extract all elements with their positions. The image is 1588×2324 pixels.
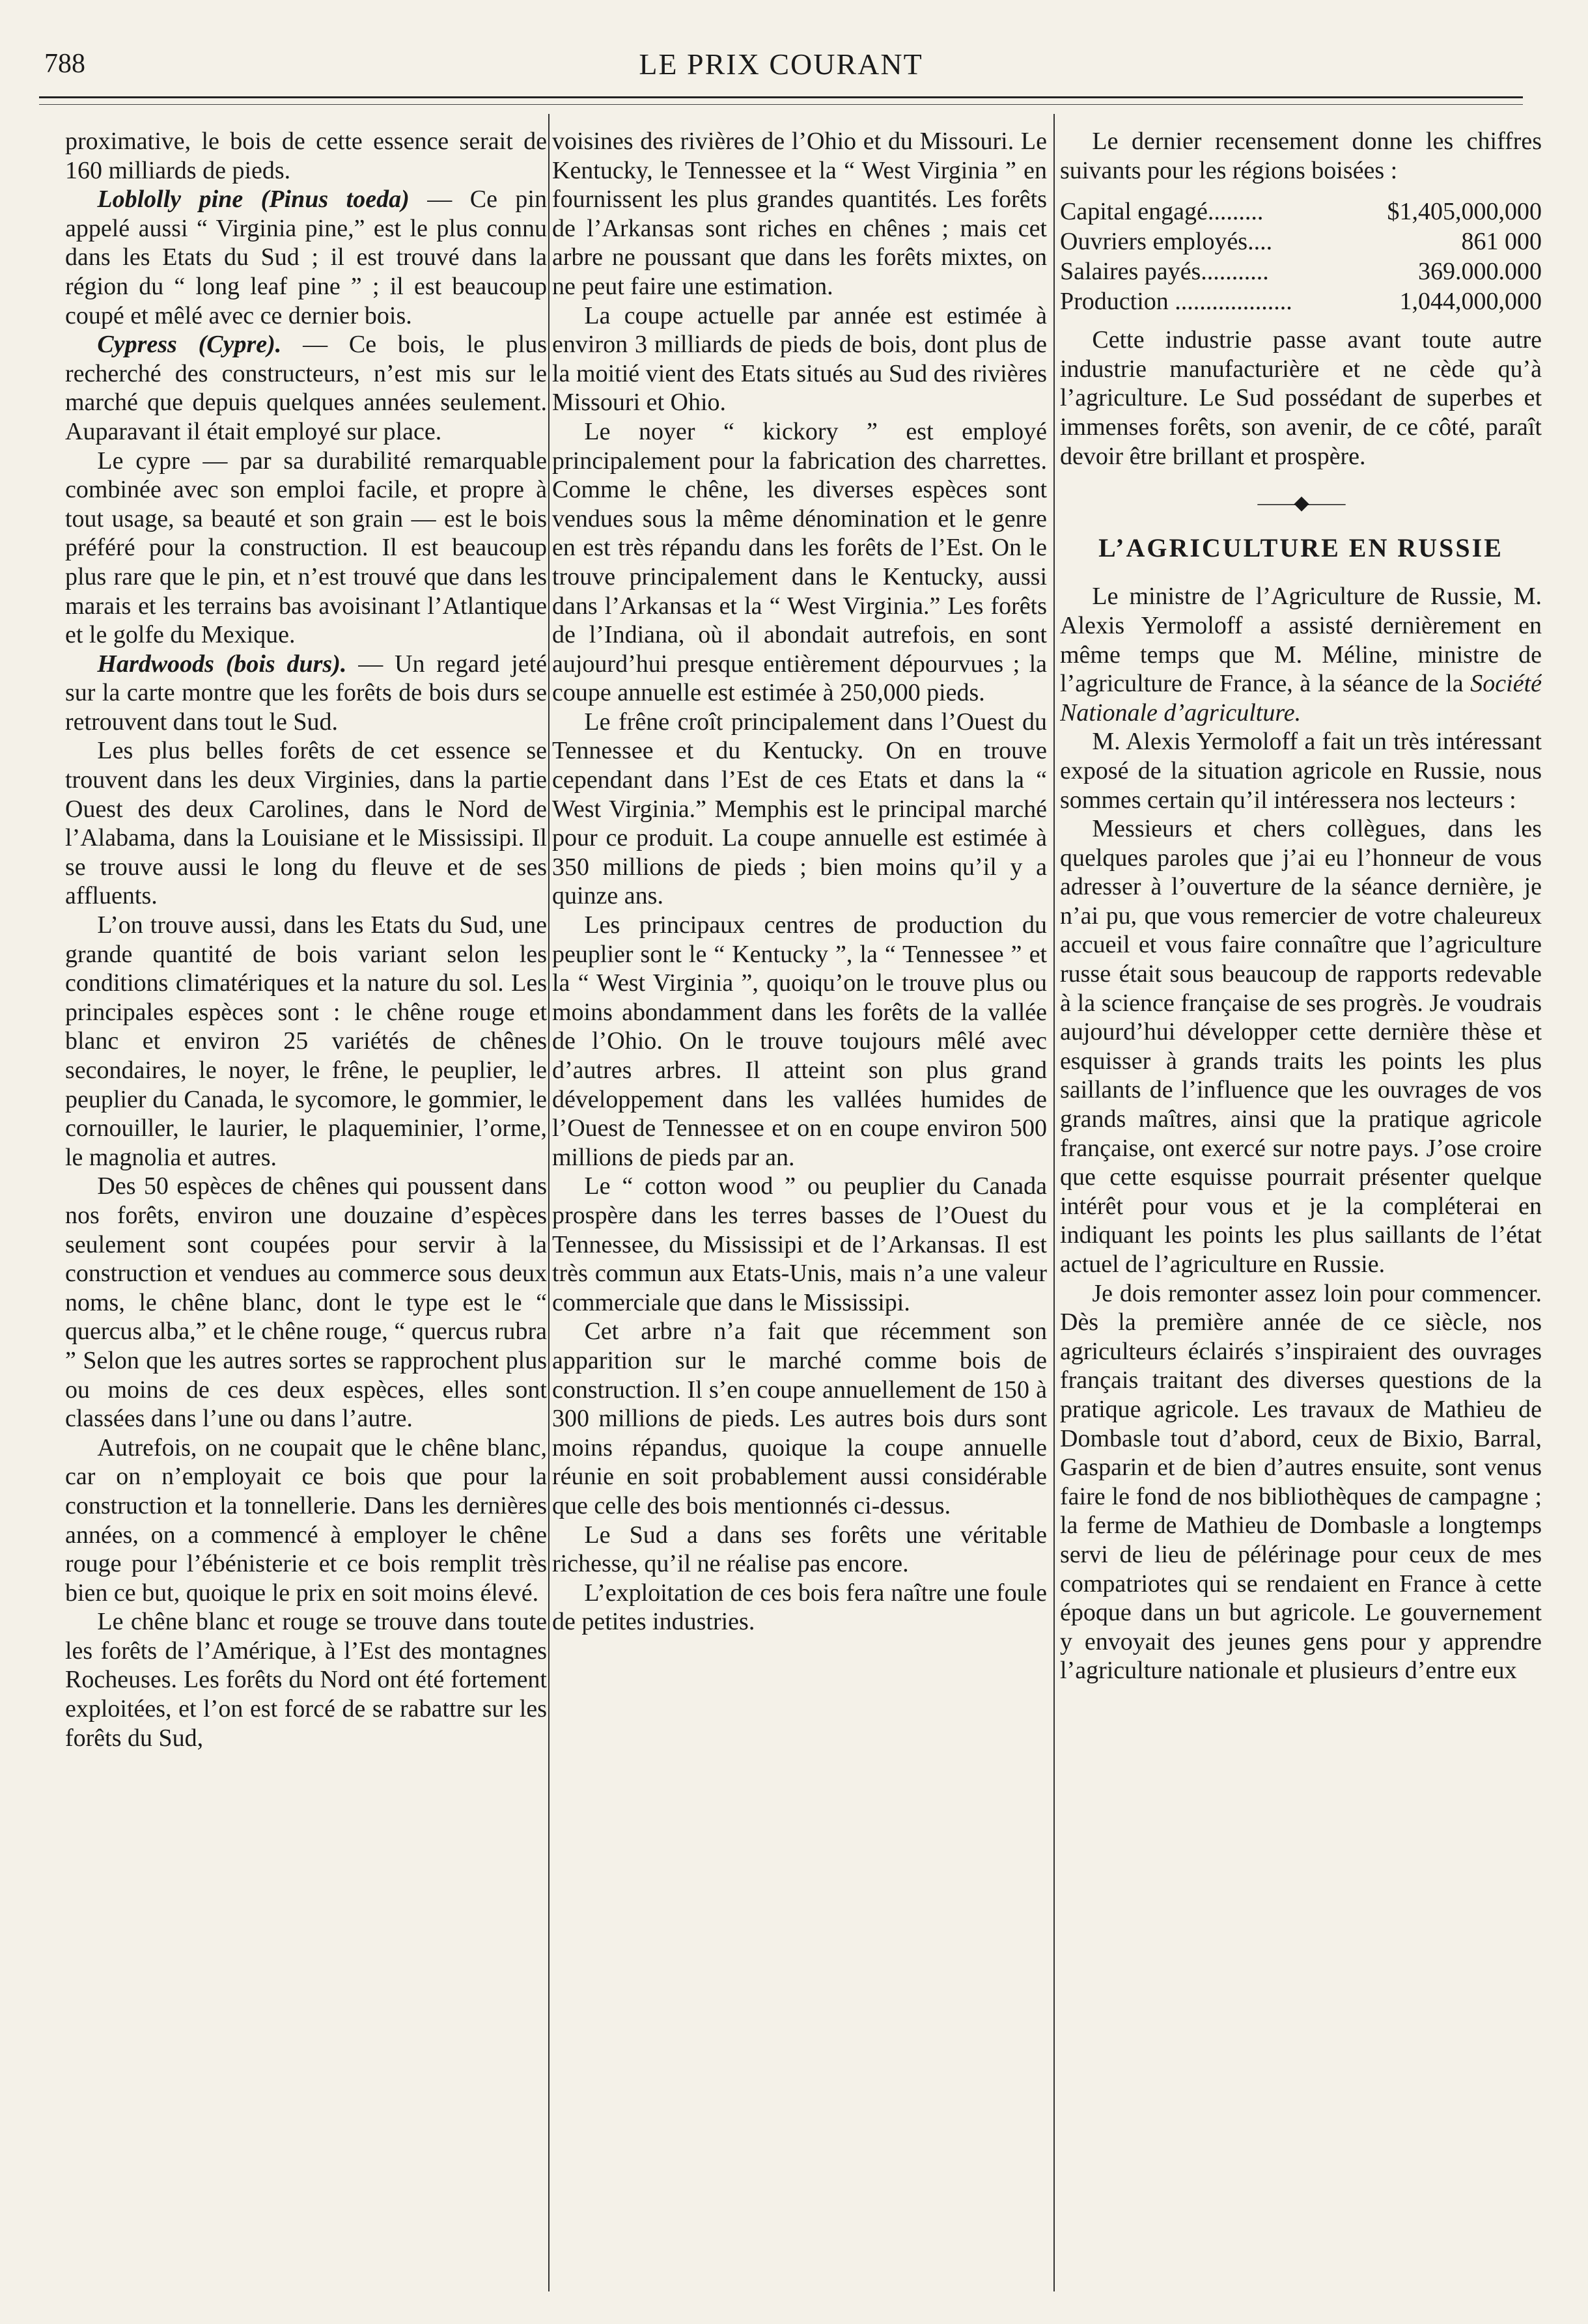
paragraph: Le cypre — par sa durabilité remarquable combinée avec son emploi facile, et propre à tout usage, sa beauté et son grain — est le bois préféré pour la construction. Il est beaucoup plus rare que le pin, et n’est trouvé que dans les marais et les terrains bas avoisinant l’Atlantique et le golfe du Mexique. — [65, 447, 547, 649]
paragraph: Le dernier recensement donne les chiffres suivants pour les régions boisées : — [1060, 128, 1542, 184]
stats-value: 1,044,000,000 — [1399, 288, 1542, 316]
paragraph: Le chêne blanc et rouge se trouve dans toute les forêts de l’Amérique, à l’Est des montagnes Rocheuses. Les forêts du Nord ont été fortement exploitées, et l’on est forcé de se rabattre sur les forêts du Sud, — [65, 1608, 547, 1752]
paragraph: Messieurs et chers collègues, dans les quelques paroles que j’ai eu l’honneur de vous adresser à l’ouverture de la séance dernière, je n’ai pu, que vous remercier de votre chaleureux accueil et vous faire connaître que l’agriculture russe était sous beaucoup de rapports redevable à la science française de ses progrès. Je voudrais aujourd’hui développer cette dernière thèse et esquisser à grands traits les points les plus saillants de l’influence que les ouvrages de vos grands maîtres, ainsi que la pratique agricole française, ont exercé sur notre pays. J’ose croire que cette esquisse pourrait présenter quelque intérêt pour vous et je la compléterai en indiquant les points les plus saillants de l’état actuel de l’agriculture en Russie. — [1060, 815, 1542, 1278]
section-divider: ——◆—— — [1257, 492, 1344, 514]
term-heading: Hardwoods (bois durs). — [97, 650, 347, 678]
paragraph: La coupe actuelle par année est estimée à environ 3 milliards de pieds de bois, dont plus de la moitié vient des Etats situés au Sud des rivières Missouri et Ohio. — [552, 301, 1047, 417]
header-rule — [39, 96, 1523, 98]
paragraph: Les principaux centres de production du peuplier sont le “ Kentucky ”, la “ Tennessee ” et la “ West Virginia ”, quoiqu’on le trouve plus ou moins abondamment dans les forêts de la vallée de l’Ohio. On le trouve toujours mêlé avec d’autres arbres. Il atteint son plus grand développement dans les vallées humides de l’Ouest de Tennessee et on en coupe environ 500 millions de pieds par an. — [552, 911, 1047, 1171]
stats-label: Salaires payés........... — [1060, 258, 1269, 286]
paragraph: Le noyer “ kickory ” est employé principalement pour la fabrication des charrettes. Comme le chêne, les diverses espèces sont vendues sous la même dénomination et le genre en est très répandu dans les forêts de l’Est. On le trouve principalement dans le Kentucky, aussi dans l’Arkansas et la “ West Virginia.” Les forêts de l’Indiana, où il abondait autrefois, en sont aujourd’hui presque entièrement dépourvues ; la coupe annuelle est estimée à 250,000 pieds. — [552, 417, 1047, 707]
stats-value: 861 000 — [1461, 228, 1542, 256]
stats-row — [1060, 256, 1542, 286]
paragraph: Autrefois, on ne coupait que le chêne blanc, car on n’employait ce bois que pour la construction et la tonnellerie. Dans les dernières années, on a commencé à employer le chêne rouge pour l’ébénisterie et ce bois remplit très bien ce but, quoique le prix en soit moins élevé. — [65, 1433, 547, 1607]
column-2 — [552, 127, 1047, 2295]
section-title: L’AGRICULTURE EN RUSSIE — [1098, 533, 1503, 562]
term-heading: Cypress (Cypre). — [97, 331, 282, 359]
paragraph-text: Le ministre de l’Agriculture de Russie, M. Alexis Yermoloff a assisté dernièrement en même temps que M. Méline, ministre de l’agriculture de France, à la séance de la — [1060, 583, 1542, 698]
paragraph — [65, 330, 547, 446]
paragraph: Le frêne croît principalement dans l’Ouest du Tennessee et du Kentucky. On en trouve cependant dans l’Est de ces Etats et dans la “ West Virginia.” Memphis est le principal marché pour ce produit. La coupe annuelle est estimée à 350 millions de pieds ; bien moins qu’il y a quinze ans. — [552, 708, 1047, 910]
paragraph: voisines des rivières de l’Ohio et du Missouri. Le Kentucky, le Tennessee et la “ West Virginia ” en fournissent les plus grandes quantités. Les forêts de l’Arkansas sont riches en chênes ; mais cet arbre ne poussant que dans les forêts mixtes, on ne peut faire une estimation. — [552, 128, 1047, 300]
paragraph — [1060, 582, 1542, 727]
society-name: Société Nationale d’agriculture. — [1060, 670, 1542, 726]
stats-label: Ouvriers employés.... — [1060, 228, 1273, 256]
paragraph — [65, 185, 547, 330]
paragraph: Cet arbre n’a fait que récemment son apparition sur le marché comme bois de construction. Il s’en coupe annuellement de 150 à 300 millions de pieds. Les autres bois durs sont moins répandus, quoique la coupe annuelle réunie en soit probablement aussi considérable que celle des bois mentionnés ci-dessus. — [552, 1318, 1047, 1519]
term-heading: Loblolly pine (Pinus toeda) — [97, 186, 410, 214]
page-number: 788 — [44, 49, 85, 79]
column-3 — [1060, 127, 1542, 2295]
census-stats-table — [1060, 197, 1542, 316]
paragraph: Les plus belles forêts de cet essence se trouvent dans les deux Virginies, dans la partie Ouest des deux Carolines, dans le Nord de l’Alabama, dans la Louisiane et le Mississipi. Il se trouve aussi le long du fleuve et de ses affluents. — [65, 737, 547, 910]
stats-label: Production ................... — [1060, 288, 1292, 316]
stats-row — [1060, 286, 1542, 316]
stats-row — [1060, 227, 1542, 256]
paragraph: Cette industrie passe avant toute autre industrie manufacturière et ne cède qu’à l’agriculture. Le Sud possédant de superbes et immenses forêts, son avenir, de ce côté, paraît devoir être brillant et prospère. — [1060, 326, 1542, 470]
paragraph: M. Alexis Yermoloff a fait un très intéressant exposé de la situation agricole en Russie, nous sommes certain qu’il intéressera nos lecteurs : — [1060, 728, 1542, 814]
column-separator — [548, 114, 550, 2291]
column-separator — [1053, 114, 1055, 2291]
stats-row — [1060, 197, 1542, 227]
paragraph: Je dois remonter assez loin pour commencer. Dès la première année de ce siècle, nos agriculteurs éclairés s’inspiraient des ouvrages français traitant des diverses questions de la pratique agricole. Les travaux de Mathieu de Dombasle tout d’abord, ceux de Bixio, Barral, Gasparin et de bien d’autres ensuite, sont venus faire le fond de nos bibliothèques de campagne ; la ferme de Mathieu de Dombasle a longtemps servi de lieu de pélérinage pour ceux de mes compatriotes qui se rendaient en France à cette époque dans un but agricole. Le gouvernement y envoyait des jeunes gens pour y apprendre l’agriculture nationale et plusieurs d’entre eux — [1060, 1279, 1542, 1685]
paragraph: proximative, le bois de cette essence serait de 160 milliards de pieds. — [65, 128, 547, 184]
stats-value: $1,405,000,000 — [1387, 198, 1542, 226]
paragraph: Des 50 espèces de chênes qui poussent dans nos forêts, environ une douzaine d’espèces seulement sont coupées pour servir à la construction et vendues au commerce sous deux noms, le chêne blanc, dont le type est le “ quercus alba,” et le chêne rouge, “ quercus rubra ” Selon que les autres sortes se rapprochent plus ou moins de ces deux espèces, elles sont classées dans l’une ou dans l’autre. — [65, 1172, 547, 1433]
paragraph — [65, 650, 547, 737]
paragraph-text: — Un regard jeté sur la carte montre que les forêts de bois durs se retrouvent dans tout le Sud. — [65, 650, 547, 736]
paragraph-text: — Ce bois, le plus recherché des constructeurs, n’est mis sur le marché que depuis quelques années seulement. Auparavant il était employé sur place. — [65, 331, 547, 445]
stats-value: 369.000.000 — [1418, 258, 1542, 286]
page-header — [39, 40, 1523, 86]
stats-label: Capital engagé......... — [1060, 198, 1264, 226]
paragraph: L’exploitation de ces bois fera naître une foule de petites industries. — [552, 1579, 1047, 1636]
paragraph: Le Sud a dans ses forêts une véritable richesse, qu’il ne réalise pas encore. — [552, 1521, 1047, 1578]
running-title: LE PRIX COURANT — [639, 48, 923, 81]
paragraph: Le “ cotton wood ” ou peuplier du Canada prospère dans les terres basses de l’Ouest du Tennessee, du Mississipi et de l’Arkansas. Il est très commun aux Etats-Unis, mais n’a une valeur commerciale que dans le Mississipi. — [552, 1172, 1047, 1316]
paragraph-text: — Ce pin appelé aussi “ Virginia pine,” est le plus connu dans les Etats du Sud ; il est trouvé dans la région du “ long leaf pine ” ; il est beaucoup coupé et mêlé avec ce dernier bois. — [65, 186, 547, 329]
header-rule-thin — [39, 104, 1523, 105]
column-1 — [65, 127, 547, 2295]
paragraph: L’on trouve aussi, dans les Etats du Sud, une grande quantité de bois variant selon les conditions climatériques et la nature du sol. Les principales espèces sont : le chêne rouge et blanc et environ 25 variétés de chênes secondaires, le noyer, le frêne, le peuplier, le peuplier du Canada, le sycomore, le gommier, le cornouiller, le laurier, le plaqueminier, l’orme, le magnolia et autres. — [65, 911, 547, 1171]
